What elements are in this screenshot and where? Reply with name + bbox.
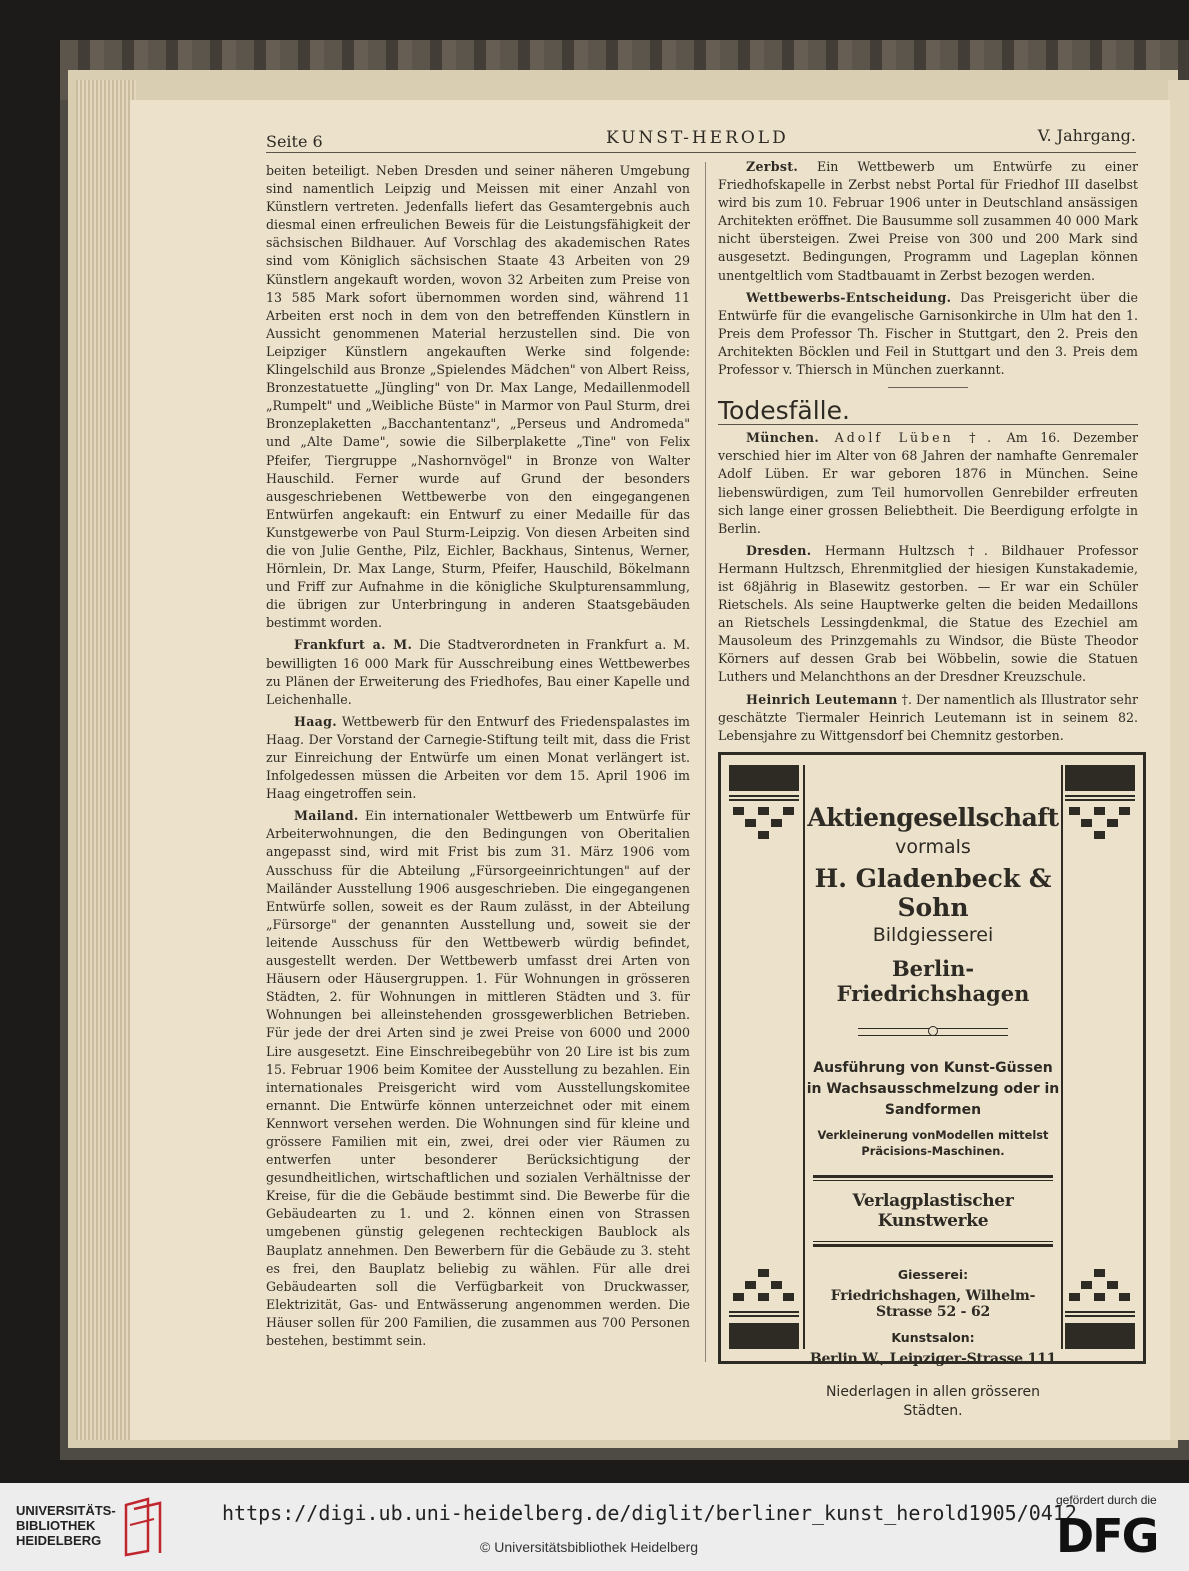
frankfurt-text: Die Stadtverordneten in Frankfurt a. M. bewilligten 16 000 Mark für Ausschreibung eines Wettbewerbes zu Plänen der Erweiterung des Friedhofes, Bau einer Kapelle und Leichenhalle. [266,637,690,707]
leutemann-paragraph [718,691,1138,745]
ad-services: Ausführung von Kunst-Güssen in Wachsausschmelzung oder in Sandformen [806,1060,1060,1118]
ornament-squares-right [1065,807,1135,847]
ad-verlag: Verlagplastischer Kunstwerke [852,1191,1014,1231]
leutemann-text: †. Der namentlich als Illustrator sehr geschätzte Tiermaler Heinrich Leutemann ist in seinem 82. Lebensjahre zu Wittgensdorf bei Chemnitz gestorben. [718,691,1138,743]
ornament-squares-bottom-right [1065,1269,1135,1311]
ad-salon-address: Berlin W., Leipziger-Strasse 111 [809,1351,1057,1367]
ad-left-ornament [729,765,799,1349]
facing-page-edge [1168,80,1189,1440]
ad-salon-label: Kunstsalon: [891,1330,975,1345]
ornament-line-bottom [729,1311,799,1317]
ad-rule-thin-2 [813,1241,1053,1242]
volume-label: V. Jahrgang. [1037,126,1136,145]
haag-paragraph [266,713,690,803]
ornament-line-right [1065,795,1135,801]
place-zerbst: Zerbst. [746,159,799,174]
ornament-cap-right [1065,765,1135,791]
intro-paragraph: beiten beteiligt. Neben Dresden und seiner näheren Umgebung sind namentlich Leipzig und Meissen mit einer Anzahl von Künstlern vertreten. Jedenfalls liefert das Gesamtergebnis auch diesmal einen erfreulichen Beweis für die Leistungsfähigkeit der sächsischen Bildhauer. Auf Vorschlag des akademischen Rates sind vom Königlich sächsischen Staate 43 Arbeiten von 29 Künstlern angekauft worden, wovon 32 Arbeiten zum Preise von 13 585 Mark sofort übernommen worden sind, während 11 Arbeiten erst noch in dem von den betreffenden Künstlern in Aussicht genommenen Material herzustellen sind. Die von Leipziger Künstlern angekauften Werke sind folgende: Klingelschild aus Bronze „Spielendes Mädchen" von Albert Reiss, Bronzestatuette „Jüngling" von Dr. Max Lange, Medaillenmodell „Rumpelt" und „Weibliche Büste" in Marmor von Paul Sturm, drei Bronzeplaketten „Bacchantentanz", „Perseus und Andromeda" und „Alte Dame", sowie die Silberplakette „Tine" von Felix Pfeifer, Tiergruppe „Nashornvögel" in Bronze von Walter Hauschild. Ferner wurde auf Grund der besonders ausgeschriebenen Wettbewerbe von den eingegangenen Entwürfen angekauft: ein Entwurf zu einer Medaille für das Kunstgewerbe von Paul Sturm-Leipzig. Von diesen Arbeiten sind die von Julie Genthe, Pilz, Eichler, Backhaus, Sintenus, Werner, Hörnlein, Dr. Max Lange, Sturm, Pfeifer, Hauschild, Bökelmann und Friff zur Aufnahme in die königliche Skulpturensammlung, die übrigen zur Unterbringung in anderen Staatsgebäuden bestimmt worden. [266,163,690,631]
entscheidung-text: Das Preisgericht über die Entwürfe für die evangelische Garnisonkirche in Ulm hat den 1. Preis dem Professor Th. Fischer in Stuttgart, den 2. Preis den Architekten Böcklen und Feil in Stuttgart und den 3. Preis dem Professor v. Thiersch in München zuerkannt. [718,289,1138,378]
ad-rule [813,1175,1053,1178]
ad-firm: H. Gladenbeck & Sohn [814,864,1052,922]
ad-company: Aktiengesellschaft [807,803,1059,832]
place-muenchen: München. [746,430,820,446]
library-logo-icon [120,1495,166,1557]
ornament-base-right [1065,1323,1135,1349]
ornament-cap [729,765,799,791]
dresden-paragraph [718,542,1138,687]
place-dresden: Dresden. [746,542,812,558]
advertisement [718,752,1146,1419]
frankfurt-paragraph [266,636,690,708]
ornament-bottom-right [1065,1269,1135,1349]
journal-title: KUNST-HEROLD [606,128,789,148]
place-frankfurt: Frankfurt a. M. [294,637,413,653]
column-divider [705,162,706,1362]
ad-giesserei-address: Friedrichshagen, Wilhelm-Strasse 52 - 62 [830,1288,1036,1320]
muenchen-text: Am 16. Dezember verschied hier im Alter von 68 Jahren der namhafte Genremaler Adolf Lüben. Er war geboren 1876 in München. Seine liebenswürdigen, zum Teil humorvollen Genrebilder erfreuten sich lange einer grossen Beliebtheit. Die Beerdigung erfolgte in Berlin. [718,430,1138,536]
ad-rule-2 [813,1244,1053,1247]
library-line-2: BIBLIOTHEK [16,1518,96,1533]
ad-type: Bildgiesserei [872,924,994,946]
funding-caption: gefördert durch die [1056,1493,1157,1507]
page-number: Seite 6 [266,132,323,151]
running-header [266,126,1136,153]
ornament-bottom [729,1269,799,1349]
ad-ornament-divider [858,1028,1008,1036]
dfg-logo: DFG [1056,1509,1158,1563]
muenchen-paragraph [718,429,1138,538]
entscheidung-paragraph [718,289,1138,379]
ornament-squares [729,807,799,847]
book-page-stack [76,80,136,1440]
section-separator [888,387,968,388]
zerbst-text: Ein Wettbewerb um Entwürfe zu einer Friedhofskapelle in Zerbst nebst Portal für Friedhof III daselbst wird bis zum 10. Februar 1906 unter in Deutschland ansässigen Architekten eröffnet. Die Bausumme soll zusammen 40 000 Mark nicht übersteigen. Zwei Preise von 300 und 200 Mark sind ausgesetzt. Bedingungen, Programm und Lageplan können unentgeltlich vom Stadtbauamt in Zerbst bezogen werden. [718,159,1138,283]
ad-content [803,765,1063,1419]
place-leutemann: Heinrich Leutemann [746,691,898,707]
ad-giesserei-label: Giesserei: [897,1267,969,1282]
ad-vormals: vormals [895,836,971,858]
ad-rule-thin [813,1180,1053,1181]
copyright-notice: © Universitätsbibliothek Heidelberg [480,1539,699,1555]
ornament-base [729,1323,799,1349]
right-column [718,158,1138,749]
place-mailand: Mailand. [294,808,359,824]
viewer-footer [0,1483,1189,1571]
left-column [266,162,690,1354]
ad-right-ornament [1065,765,1135,1349]
place-haag: Haag. [294,713,337,729]
mailand-text: Ein internationaler Wettbewerb um Entwürfe für Arbeiterwohnungen, die den Bedingungen von Oberitalien angepasst sind, wird mit Frist bis zum 31. März 1906 vom Ausschuss für die Abteilung „Fürsorgeeinrichtungen" auf der Mailänder Ausstellung 1906 ausgeschrieben. Die eingegangenen Entwürfe sollen, soweit es der Raum zulässt, in der Abteilung „Fürsorge" der genannten Ausstellung und, soweit sie der leitende Ausschuss für den Wettbewerb würdig befindet, ausgestellt werden. Der Wettbewerb umfasst drei Arten von Häusern oder Häusergruppen. 1. Für Wohnungen in grösseren Städten, 2. für Wohnungen in mittleren Städten und 3. für Wohnungen bei alleinstehenden grossgewerblichen Betrieben. Für jede der drei Arten sind je zwei Preise von 6000 und 2000 Lire ausgesetzt. Eine Einschreibegebühr von 20 Lire ist bis zum 15. Februar 1906 beim Komitee der Ausstellung zu bezahlen. Ein internationales Preisgericht wird vom Ausstellungskomitee ernannt. Die Entwürfe können unterzeichnet oder mit einem Kennwort versehen werden. Die Wohnungen sind für kleine und grössere Familien mit ein, zwei, drei oder vier Räumen zu entwerfen unter besonderer Berücksichtigung der gesundheitlichen, wirtschaftlichen und sozialen Verhältnisse der Kreise, für die die Gebäude bestimmt sind. Die Bewerbe für die Gebäudearten zu 1. und 2. können einen von Strassen umgebenen günstig gelegenen rechteckigen Baublock als Bauplatz annehmen. Den Bewerbern für die Gebäude zu 3. steht es frei, den Bauplatz beliebig zu wählen. Für alle drei Gebäudearten soll die Verfügbarkeit von Druckwasser, Elektrizität, Gas- und Entwässerung angenommen werden. Die Häuser sollen für 200 Familien, die zusammen aus 700 Personen bestehen, bestimmt sein. [266,808,690,1348]
scanned-page [130,100,1170,1440]
mailand-paragraph [266,807,690,1350]
ornament-line [729,795,799,801]
dresden-text: Hermann Hultzsch †. Bildhauer Professor Hermann Hultzsch, Ehrenmitglied der hiesigen Kunstakademie, ist 68jährig in Blasewitz gestorben. — Er war ein Schüler Rietschels. Als seine Hauptwerke gelten die beiden Medaillons an Rietschels Lessingdenkmal, die Statue des Ezechiel am Mausoleum des Prinzgemahls zu Windsor, die Büste Theodor Körners auf dessen Grab bei Wöbbelin, sowie die Statuen Luthers und Melanchthons an der Dresdner Kreuzschule. [718,542,1138,685]
ad-city: Berlin-Friedrichshagen [836,956,1030,1006]
zerbst-paragraph [718,158,1138,285]
ad-niederlagen: Niederlagen in allen grösseren Städten. [825,1384,1041,1419]
library-name [16,1503,116,1548]
haag-text: Wettbewerb für den Entwurf des Friedenspalastes im Haag. Der Vorstand der Carnegie-Stiftung teilt mit, dass die Frist zur Einreichung der Entwürfe um einen Monat verlängert ist. Infolgedessen müssen die Arbeiten vor dem 15. April 1906 im Haag eingetroffen sein. [266,713,690,802]
library-line-3: HEIDELBERG [16,1533,102,1548]
section-title: Todesfälle. [718,402,1138,425]
muenchen-name: Adolf Lüben †. [819,430,995,446]
library-line-1: UNIVERSITÄTS- [16,1503,116,1518]
ornament-line-bottom-right [1065,1311,1135,1317]
permalink-url[interactable]: https://digi.ub.uni-heidelberg.de/diglit/berliner_kunst_herold1905/0412 [222,1501,1077,1525]
place-entscheidung: Wettbewerbs-Entscheidung. [746,289,952,305]
ad-services-small: Verkleinerung vonModellen mittelst Präcisions-Maschinen. [817,1128,1049,1158]
ornament-squares-bottom [729,1269,799,1311]
